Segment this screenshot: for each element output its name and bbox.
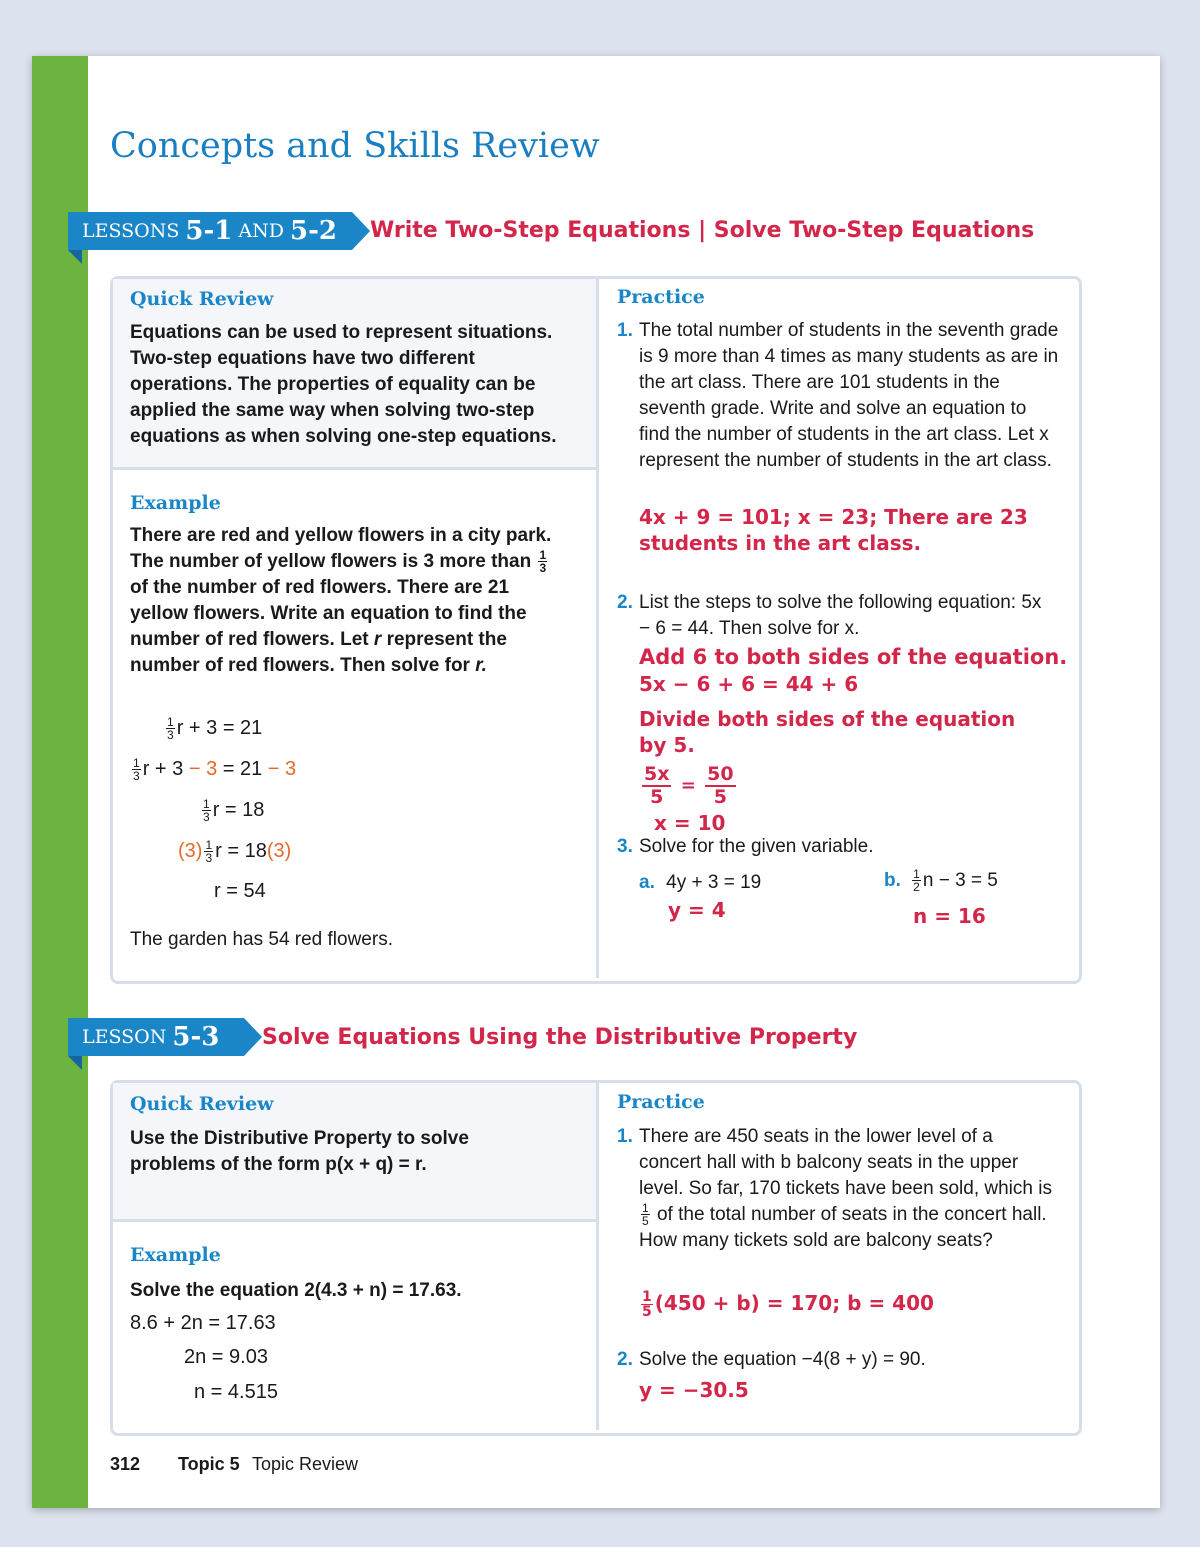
page-title: Concepts and Skills Review bbox=[110, 126, 600, 166]
practice-3b: b. $\frac{1}{2}$ n − 3 = 5 bbox=[884, 867, 998, 895]
practice-problem-1: 1. The total number of students in the seventh grade is 9 more than 4 times as many students as are in the art class. There are 101 students in the seventh grade. Write and solve an equation to find the number of students in the art class. Let x represent the number of students in the art class. bbox=[617, 320, 1059, 471]
practice-problem-1: 1. There are 450 seats in the lower level of a concert hall with b balcony seats in the upper level. So far, 170 tickets have been sold, which is $\frac{1}{5}$ of the total number of seats in the concert hall. How many tickets sold are balcony seats? bbox=[617, 1126, 1052, 1251]
practice-1-answer: 4x + 9 = 101; x = 23; There are 23 students in the art class. bbox=[639, 505, 1028, 555]
practice-label: Practice bbox=[617, 1091, 705, 1113]
practice-2-answer: y = −30.5 bbox=[639, 1378, 749, 1402]
lesson-heading: Write Two-Step Equations | Solve Two-Step Equations bbox=[370, 218, 1035, 243]
lesson-tab-prefix: LESSON bbox=[82, 1026, 167, 1048]
practice-label: Practice bbox=[617, 286, 705, 308]
practice-problem-3: 3. Solve for the given variable. bbox=[617, 836, 874, 857]
footer-topic: Topic 5 bbox=[178, 1454, 240, 1474]
practice-2-step-3: Divide both sides of the equation by 5. bbox=[639, 707, 1016, 757]
practice-3b-answer: n = 16 bbox=[913, 904, 986, 928]
example-step-2: 2n = 9.03 bbox=[184, 1346, 268, 1368]
example-conclusion: The garden has 54 red flowers. bbox=[130, 929, 393, 950]
practice-2-step-2: 5x − 6 + 6 = 44 + 6 bbox=[639, 672, 859, 696]
example-step-1: 8.6 + 2n = 17.63 bbox=[130, 1312, 276, 1334]
example-step-1: $\frac{1}{3}$ r + 3 = 21 bbox=[167, 715, 263, 742]
practice-problem-2: 2. Solve the equation −4(8 + y) = 90. bbox=[617, 1349, 926, 1370]
example-step-3: $\frac{1}{3}$ r = 18 bbox=[203, 797, 265, 824]
lesson-tab-5-3 bbox=[68, 1018, 244, 1056]
footer-topic-title: Topic Review bbox=[252, 1454, 359, 1474]
example-step-2: $\frac{1}{3}$ r + 3 − 3 = 21 − 3 bbox=[133, 756, 297, 783]
tab-fold bbox=[68, 250, 82, 264]
quick-review-label: Quick Review bbox=[130, 288, 274, 310]
practice-2-answer: x = 10 bbox=[654, 811, 726, 835]
practice-3a-answer: y = 4 bbox=[668, 898, 726, 922]
practice-2-step-1: Add 6 to both sides of the equation. bbox=[639, 645, 1068, 669]
lesson-tab-prefix: LESSONS bbox=[82, 220, 180, 242]
practice-problem-2: 2. List the steps to solve the following equation: 5x − 6 = 44. Then solve for x. bbox=[617, 592, 1042, 639]
tab-arrow bbox=[352, 212, 370, 250]
column-divider bbox=[596, 1083, 599, 1430]
lesson-number: 5-1 bbox=[185, 216, 233, 246]
example-step-3: n = 4.515 bbox=[194, 1381, 278, 1403]
quick-review-divider bbox=[113, 1219, 596, 1222]
tab-arrow bbox=[244, 1018, 262, 1056]
fraction-one-third: $\frac{1}{3}$ bbox=[539, 548, 547, 576]
example-text: There are red and yellow flowers in a city park. The number of yellow flowers is 3 more than $\frac{1}{3}$ of the number of red flowers. There are 21 yellow flowers. Write an equation to find the number of red flowers. Let r represent the number of red flowers. Then solve for r. bbox=[130, 525, 552, 676]
lesson-number: 5-3 bbox=[172, 1022, 220, 1052]
quick-review-text: Equations can be used to represent situations. Two-step equations have two different operations. The properties of equality can be applied the same way when solving two-step equations as when solving one-step equations. bbox=[130, 322, 557, 447]
practice-2-fraction-eq: $\frac{5x}{5}$ = $\frac{50}{5}$ bbox=[644, 763, 734, 808]
tab-fold bbox=[68, 1056, 82, 1070]
quick-review-divider bbox=[113, 467, 596, 470]
example-label: Example bbox=[130, 492, 221, 514]
lesson-tab-and: AND bbox=[238, 220, 284, 242]
example-step-5: r = 54 bbox=[214, 880, 266, 902]
example-text: Solve the equation 2(4.3 + n) = 17.63. bbox=[130, 1280, 462, 1301]
lesson-heading: Solve Equations Using the Distributive Property bbox=[262, 1025, 858, 1050]
example-label: Example bbox=[130, 1244, 221, 1266]
lesson-number: 5-2 bbox=[289, 216, 337, 246]
practice-1-answer: $\frac{1}{5}$ (450 + b) = 170; b = 400 bbox=[642, 1289, 934, 1320]
quick-review-text: Use the Distributive Property to solve problems of the form p(x + q) = r. bbox=[130, 1128, 469, 1175]
page-number: 312 bbox=[110, 1454, 141, 1474]
green-margin-bar bbox=[32, 56, 88, 1508]
lesson-tab-5-1-5-2 bbox=[68, 212, 352, 250]
practice-3a: a. 4y + 3 = 19 bbox=[639, 872, 762, 893]
quick-review-label: Quick Review bbox=[130, 1093, 274, 1115]
column-divider bbox=[596, 279, 599, 978]
example-step-4: (3) $\frac{1}{3}$ r = 18(3) bbox=[178, 838, 292, 865]
